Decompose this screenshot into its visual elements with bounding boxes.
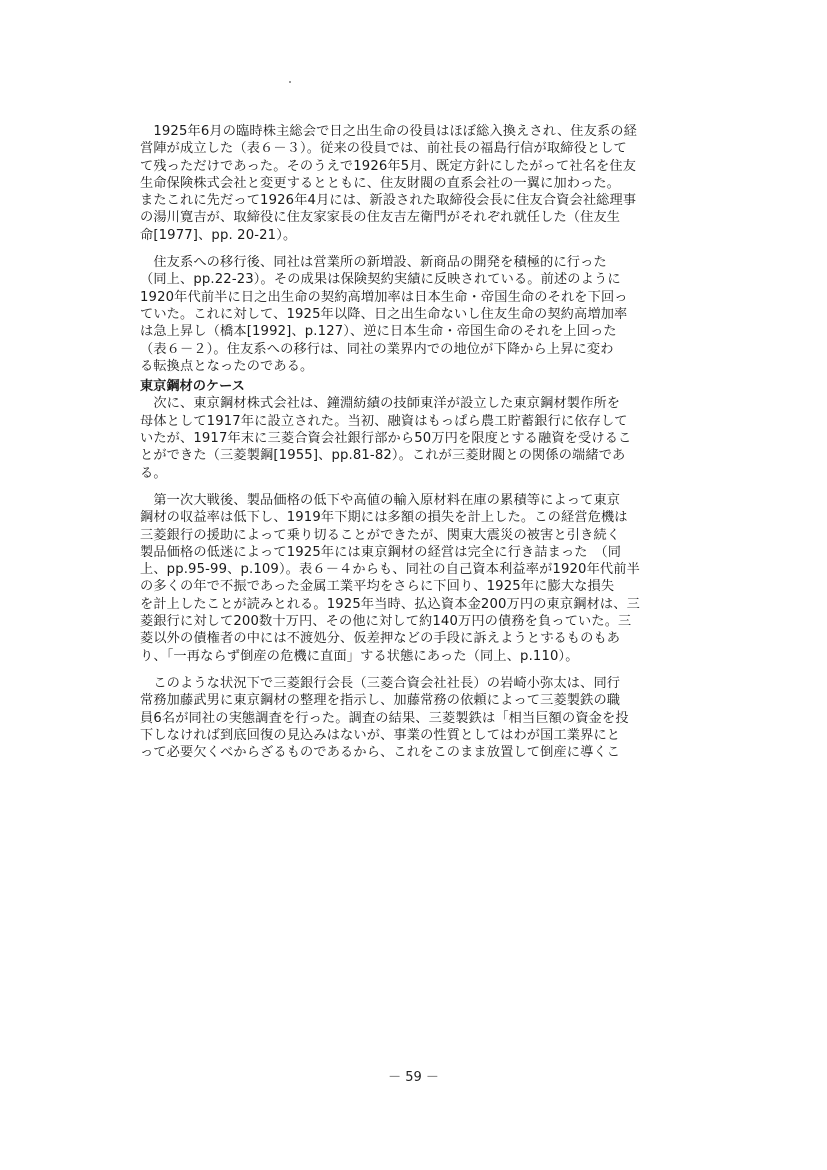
text-line: 1920年代前半に日之出生命の契約高増加率は日本生命・帝国生命のそれを下回っ xyxy=(140,289,628,305)
paragraph xyxy=(140,254,700,375)
text-line: を計上したことが読みとれる。1925年当時、払込資本金200万円の東京鋼材は、三 xyxy=(140,596,640,612)
text-line: （同上、pp.22-23）。その成果は保険契約実績に反映されている。前述のように xyxy=(140,272,621,288)
text-line: ていた。これに対して、1925年以降、日之出生命ないし住友生命の契約高増加率 xyxy=(140,306,628,322)
text-line: る転換点となったのである。 xyxy=(140,358,314,374)
text-line: （表６－２）。住友系への移行は、同社の業界内での地位が下降から上昇に変わ xyxy=(140,341,614,357)
scan-speck xyxy=(289,81,291,83)
text-line: は急上昇し（橋本[1992]、p.127）、逆に日本生命・帝国生命のそれを上回った xyxy=(140,324,617,340)
text-line: り、「一再ならず倒産の危機に直面」する状態にあった（同上、p.110）。 xyxy=(140,648,579,664)
text-line: 命[1977]、pp. 20-21）。 xyxy=(140,227,297,243)
text-line: 住友系への移行後、同社は営業所の新増設、新商品の開発を積極的に行った xyxy=(140,255,607,271)
section-heading: 東京鋼材のケース xyxy=(140,379,245,395)
text-line: 常務加藤武男に東京鋼材の整理を指示し、加藤常務の依頼によって三菱製鉄の職 xyxy=(140,693,621,709)
text-line: 下しなければ到底回復の見込みはないが、事業の性質としてはわが国工業界にと xyxy=(140,727,621,743)
text-line: の多くの年で不振であった金属工業平均をさらに下回り、1925年に膨大な損失 xyxy=(140,579,615,595)
text-line: 員6名が同社の実態調査を行った。調査の結果、三菱製鉄は「相当巨額の資金を投 xyxy=(140,710,629,726)
text-line: 菱銀行に対して200数十万円、その他に対して約140万円の債務を負っていた。三 xyxy=(140,614,632,630)
body-text xyxy=(140,123,700,761)
text-line: 製品価格の低迷によって1925年には東京鋼材の経営は完全に行き詰まった （同 xyxy=(140,544,622,560)
text-line: 営陣が成立した（表６－３）。従来の役員では、前社長の福島行信が取締役として xyxy=(140,141,627,157)
text-line: とができた（三菱製鋼[1955]、pp.81-82）。これが三菱財閥との関係の端緒であ xyxy=(140,448,626,464)
text-line: 上、pp.95-99、p.109）。表６－４からも、同社の自己資本利益率が1920年代前半 xyxy=(140,562,640,578)
text-line: またこれに先だって1926年4月には、新設された取締役会長に住友合資会社総理事 xyxy=(140,193,637,209)
paragraph xyxy=(140,675,700,761)
paragraph xyxy=(140,492,700,665)
text-line: 鋼材の収益率は低下し、1919年下期には多額の損失を計上した。この経営危機は xyxy=(140,510,628,526)
text-line: 三菱銀行の援助によって乗り切ることができたが、関東大震災の被害と引き続く xyxy=(140,527,621,543)
text-line: て残っただけであった。そのうえで1926年5月、既定方針にしたがって社名を住友 xyxy=(140,158,637,174)
text-line: 次に、東京鋼材株式会社は、鐘淵紡績の技師東洋が設立した東京鋼材製作所を xyxy=(140,396,621,412)
text-line: 生命保険株式会社と変更するとともに、住友財閥の直系会社の一翼に加わった。 xyxy=(140,175,621,191)
text-line: 菱以外の債権者の中には不渡処分、仮差押などの手段に訴えようとするものもあ xyxy=(140,631,621,647)
text-line: って必要欠くべからざるものであるから、これをこのまま放置して倒産に導くこ xyxy=(140,745,621,761)
page-number: － 59 － xyxy=(388,1070,439,1085)
paragraph xyxy=(140,395,700,481)
text-line: 第一次大戦後、製品価格の低下や高値の輸入原材料在庫の累積等によって東京 xyxy=(140,492,621,508)
text-line: の湯川寛吉が、取締役に住友家家長の住友吉左衛門がそれぞれ就任した（住友生 xyxy=(140,210,621,226)
paragraph xyxy=(140,123,700,244)
text-line: る。 xyxy=(140,465,167,481)
text-line: 母体として1917年に設立された。当初、融資はもっぱら農工貯蓄銀行に依存して xyxy=(140,413,628,429)
text-line: 1925年6月の臨時株主総会で日之出生命の役員はほぼ総入換えされ、住友系の経 xyxy=(140,124,637,139)
text-line: いたが、1917年末に三菱合資会社銀行部から50万円を限度とする融資を受けるこ xyxy=(140,431,632,447)
text-line: このような状況下で三菱銀行会長（三菱合資会社社長）の岩崎小弥太は、同行 xyxy=(140,675,621,691)
